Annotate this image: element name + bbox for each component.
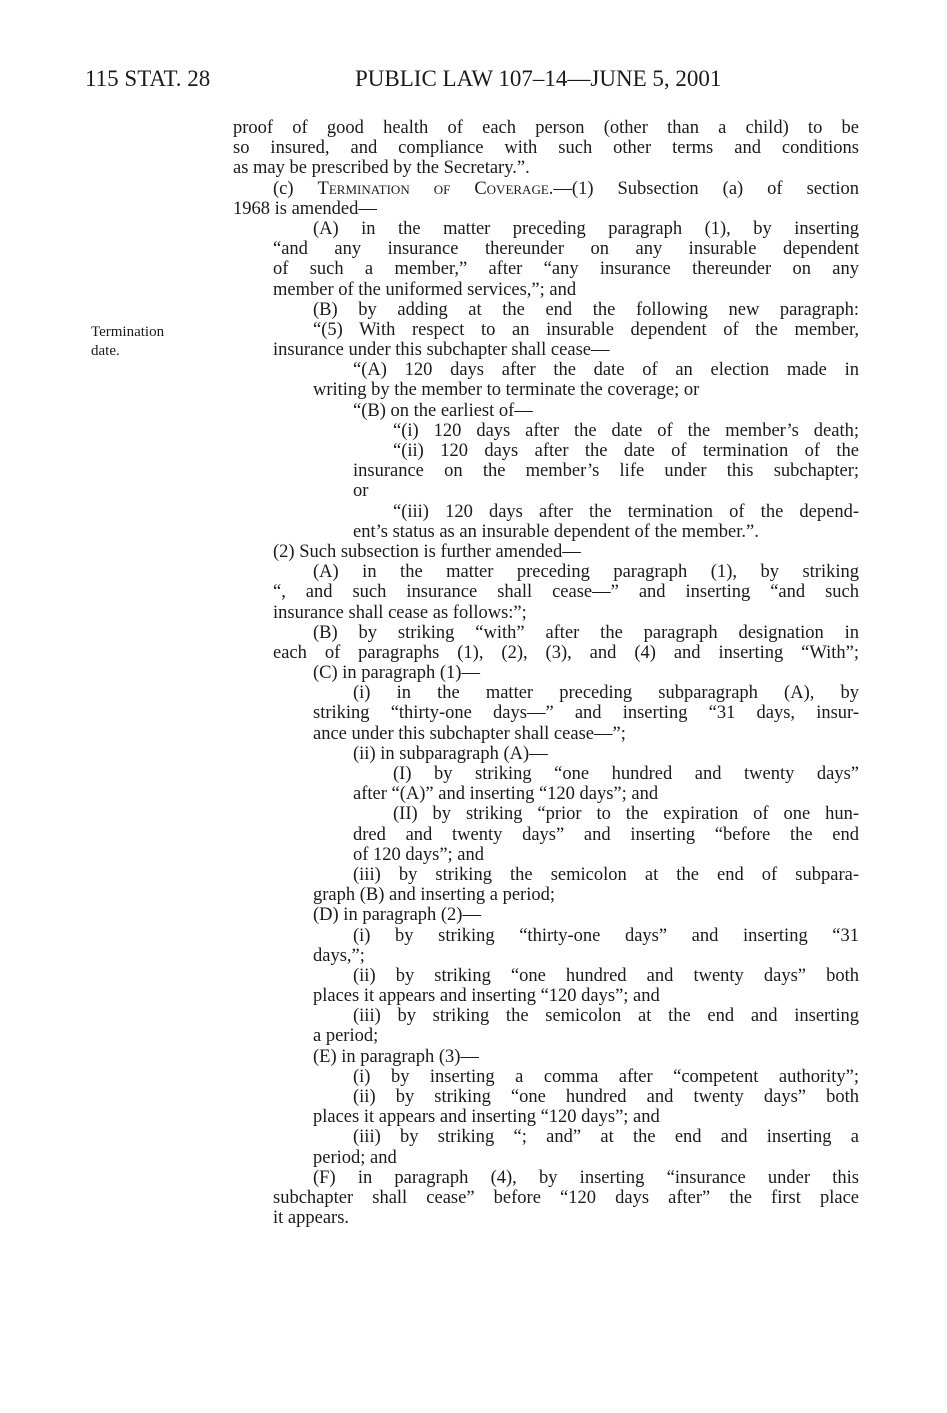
text-line: “(A) 120 days after the date of an election made in [353,360,859,381]
text-line: (C) in paragraph (1)— [313,663,480,684]
text-line: “, and such insurance shall cease—” and inserting “and such [273,582,859,603]
text-line: (iii) by striking “; and” at the end and inserting a [353,1127,859,1148]
text-line: each of paragraphs (1), (2), (3), and (4) and inserting “With”; [273,642,859,663]
stat-page-number: 115 STAT. 28 [85,66,211,91]
text-line: days,”; [313,945,365,966]
text-line: “(ii) 120 days after the date of termination of the [393,441,859,461]
margin-note-line: date. [91,343,120,359]
text-line: insurance under this subchapter shall cease— [273,340,610,361]
page-header [85,66,745,96]
text-line: subchapter shall cease” before “120 days after” the first place [273,1187,859,1208]
text-line: (D) in paragraph (2)— [313,905,481,926]
text-line: (ii) by striking “one hundred and twenty days” both [353,1087,859,1107]
text-line: “(i) 120 days after the date of the member’s death; [393,420,859,441]
text-line: (2) Such subsection is further amended— [273,541,581,562]
text-line: (A) in the matter preceding paragraph (1), by inserting [313,218,859,239]
text-line: (B) by adding at the end the following new paragraph: [313,299,859,320]
text-line: of 120 days”; and [353,844,485,865]
text-line: as may be prescribed by the Secretary.”. [233,158,530,179]
text-line: “(5) With respect to an insurable dependent of the member, [313,319,859,340]
text-line: after “(A)” and inserting “120 days”; and [353,784,659,805]
text-line: (i) by striking “thirty-one days” and inserting “31 [353,925,859,946]
text-line: ent’s status as an insurable dependent of the member.”. [353,521,759,542]
text-line: proof of good health of each person (other than a child) to be [233,118,859,138]
text-line: (i) by inserting a comma after “competent authority”; [353,1066,859,1087]
margin-note [91,323,201,361]
text-line: (E) in paragraph (3)— [313,1046,479,1067]
text-line: insurance on the member’s life under this subchapter; [353,461,859,482]
text-line: of such a member,” after “any insurance thereunder on any [273,259,859,280]
text-line: (iii) by striking the semicolon at the end and inserting [353,1006,859,1027]
text-line: (ii) in subparagraph (A)— [353,743,548,764]
text-line: it appears. [273,1208,350,1229]
subsection-c-line [233,179,859,199]
text-line: member of the uniformed services,”; and [273,279,577,300]
text-line: places it appears and inserting “120 days”; and [313,986,660,1007]
text-line: (I) by striking “one hundred and twenty days” [393,764,859,784]
text-line: period; and [313,1147,397,1168]
text-line: dred and twenty days” and inserting “before the end [353,824,859,845]
text-line: striking “thirty-one days—” and inserting “31 days, insur- [313,703,859,724]
text-line: (F) in paragraph (4), by inserting “insurance under this [313,1167,859,1188]
subsection-label: (c) [273,178,318,199]
statute-body [233,118,859,1228]
text-line: “(iii) 120 days after the termination of the depend- [393,501,859,522]
text-line: (iii) by striking the semicolon at the end of subpara- [353,864,859,885]
text-line: graph (B) and inserting a period; [313,885,555,906]
text-line: places it appears and inserting “120 days”; and [313,1107,660,1128]
text-line: (II) by striking “prior to the expiration of one hun- [393,804,859,825]
text-line: “and any insurance thereunder on any insurable dependent [273,239,859,260]
text-line: or [353,481,369,502]
text-line: a period; [313,1026,379,1047]
text-line: so insured, and compliance with such other terms and conditions [233,138,859,159]
subsection-heading: Termination of Coverage. [317,178,554,199]
text-line: writing by the member to terminate the coverage; or [313,380,700,401]
public-law-title: PUBLIC LAW 107–14—JUNE 5, 2001 [355,66,722,91]
subsection-text: —(1) Subsection (a) of section [553,178,859,199]
text-line: ance under this subchapter shall cease—”; [313,723,626,744]
text-line: (A) in the matter preceding paragraph (1), by striking [313,562,859,583]
margin-note-line: Termination [91,324,165,340]
text-line: “(B) on the earliest of— [353,400,533,421]
text-line: 1968 is amended— [233,198,377,219]
text-line: insurance shall cease as follows:”; [273,602,527,623]
text-line: (ii) by striking “one hundred and twenty days” both [353,965,859,986]
text-line: (B) by striking “with” after the paragraph designation in [313,622,859,643]
text-line: (i) in the matter preceding subparagraph (A), by [353,683,859,704]
